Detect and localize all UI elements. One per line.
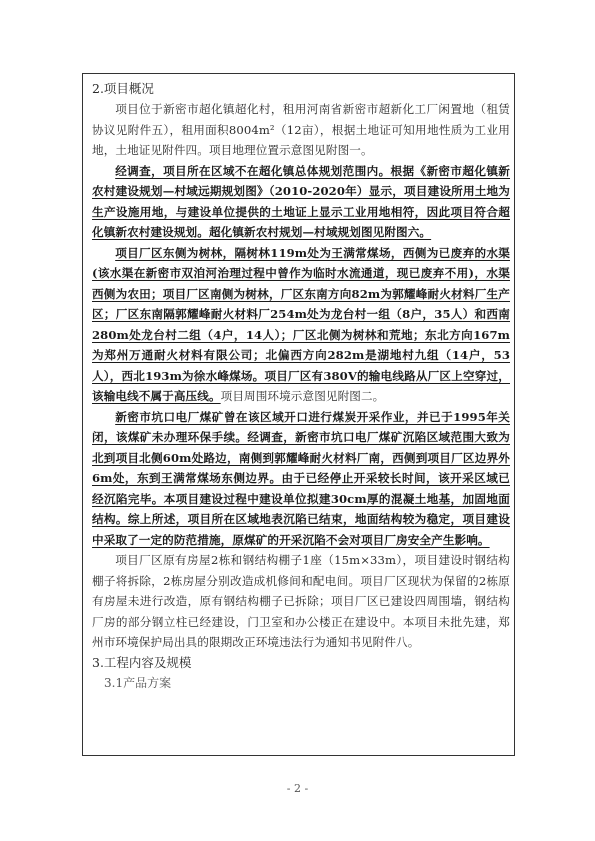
paragraph-surroundings — [92, 243, 510, 407]
paragraph-existing-buildings: 项目厂区原有房屋2栋和钢结构棚子1座（15m×33m），项目建设时钢结构棚子将拆除，2栋房屋分别改造成机修间和配电间。项目厂区现状为保留的2栋原有房屋未进行改造，原有钢结构棚子已拆除；项目厂区已建设四周围墙，钢结构厂房的部分钢立柱已经建设，门卫室和办公楼正在建设中。本项目未批先建，郑州市环境保护局出具的限期改正环境违法行为通知书见附件八。 — [92, 553, 510, 649]
section-heading-engineering: 3.工程内容及规模 — [92, 654, 192, 670]
surroundings-figure-ref: 项目周围环境示意图见附图二。 — [220, 389, 385, 403]
document-body — [92, 79, 510, 693]
paragraph-planning: 经调查，项目所在区域不在超化镇总体规划范围内。根据《新密市超化镇新农村建设规划—村域远期规划图》（2010-2020年）显示，项目建设所用土地为生产设施用地，与建设单位提供的土地证上显示工业用地相符，因此项目符合超化镇新农村建设规划。超化镇新农村规划—村域规划图见附图六。 — [92, 163, 510, 239]
page-number: - 2 - — [286, 782, 309, 795]
paragraph-location: 项目位于新密市超化镇超化村，租用河南省新密市超新化工厂闲置地（租赁协议见附件五），租用面积8004m²（12亩），根据土地证可知用地性质为工业用地，土地证见附件四。项目地理位置示意图见附图一。 — [92, 102, 510, 157]
subsection-product-plan: 3.1产品方案 — [104, 675, 172, 690]
section-heading-project-overview: 2.项目概况 — [92, 81, 154, 96]
surroundings-bold-text: 项目厂区东侧为树林，隔树林119m处为王满常煤场，西侧为已废弃的水渠(该水渠在新密市双洎河治理过程中曾作为临时水流通道，现已废弃不用)，水渠西侧为农田；项目厂区南侧为树林，厂区东南方向82m为郭耀峰耐火材料厂生产区；厂区东南隔郭耀峰耐火材料厂254m处为龙台村一组（8户，35人）和西南280m处龙台村二组（4户，14人）；厂区北侧为树林和荒地；东北方向167m为郑州万通耐火材料有限公司；北偏西方向282m是湖地村九组（14户，53人），西北193m为徐水峰煤场。项目厂区有380V的输电线路从厂区上空穿过，该输电线不属于高压线。 — [92, 245, 510, 403]
paragraph-coal-mine: 新密市坑口电厂煤矿曾在该区域开口进行煤炭开采作业，并已于1995年关闭，该煤矿未办理环保手续。经调查，新密市坑口电厂煤矿沉陷区域范围大致为北到项目北侧60m处路边，南侧到郭耀峰耐火材料厂南，西侧到项目厂区边界外6m处，东到王满常煤场东侧边界。由于已经停止开采较长时间，该开采区域已经沉陷完毕。本项目建设过程中建设单位拟建30cm厚的混凝土地基，加固地面结构。综上所述，项目所在区域地表沉陷已结束，地面结构较为稳定，项目建设中采取了一定的防范措施，原煤矿的开采沉陷不会对项目厂房安全产生影响。 — [92, 409, 510, 547]
